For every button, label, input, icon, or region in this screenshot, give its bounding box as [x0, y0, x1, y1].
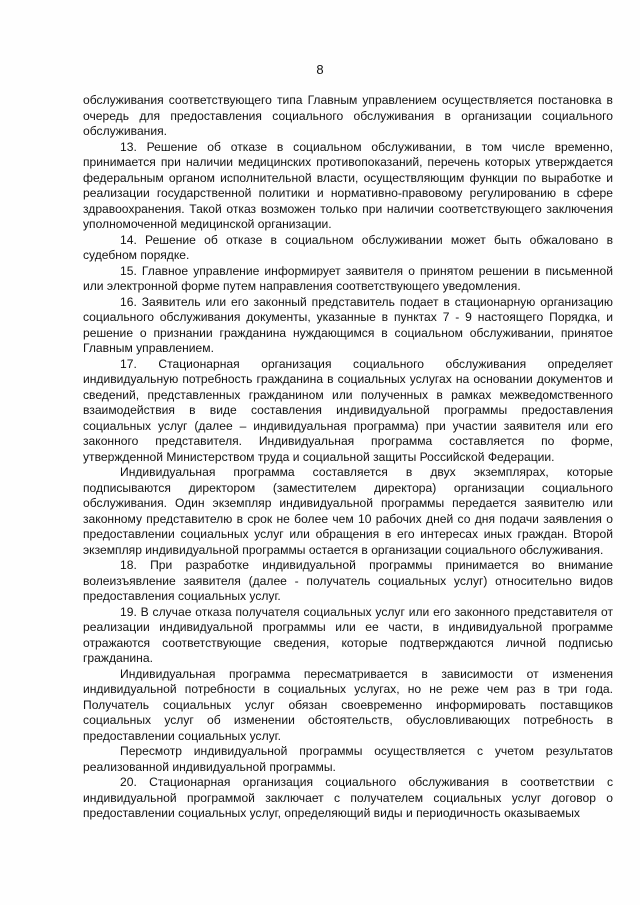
paragraph-item-15: 15. Главное управление информирует заявителя о принятом решении в письменной или электронной форме путем направления соответствующего уведомления. — [83, 263, 613, 293]
paragraph-program-review: Индивидуальная программа пересматривается в зависимости от изменения индивидуальной потребности в социальных услугах, но не реже чем раз в три года. Получатель социальных услуг обязан своевременно информировать поставщиков социальных услуг об изменении обстоятельств, обусловливающих потребность в предоставлении социальных услуг. — [83, 666, 613, 743]
paragraph-program-revision: Пересмотр индивидуальной программы осуществляется с учетом результатов реализованной индивидуальной программы. — [83, 744, 613, 774]
paragraph-continuation: обслуживания соответствующего типа Главным управлением осуществляется постановка в очередь для предоставления социального обслуживания в организации социального обслуживания. — [83, 93, 613, 138]
paragraph-individual-program: Индивидуальная программа составляется в двух экземплярах, которые подписываются директором (заместителем директора) организации социального обслуживания. Один экземпляр индивидуальной программы передается заявителю или законному представителю в срок не более чем 10 рабочих дней со дня подачи заявления о предоставлении социальных услуг или обращения в его интересах иных граждан. Второй экземпляр индивидуальной программы остается в организации социального обслуживания. — [83, 465, 613, 557]
paragraph-item-13: 13. Решение об отказе в социальном обслуживании, в том числе временно, принимается при наличии медицинских противопоказаний, перечень которых утверждается федеральным органом исполнительной власти, осуществляющим функции по выработке и реализации государственной политики и нормативно-правовому регулированию в сфере здравоохранения. Такой отказ возможен только при наличии соответствующего заключения уполномоченной медицинской организации. — [83, 139, 613, 231]
paragraph-item-16: 16. Заявитель или его законный представитель подает в стационарную организацию социального обслуживания документы, указанные в пунктах 7 - 9 настоящего Порядка, и решение о признании гражданина нуждающимся в социальном обслуживании, принятое Главным управлением. — [83, 294, 613, 355]
page-number: 8 — [316, 62, 324, 77]
paragraph-item-20: 20. Стационарная организация социального обслуживания в соответствии с индивидуальной программой заключает с получателем социальных услуг договор о предоставлении социальных услуг, определяющий виды и периодичность оказываемых — [83, 775, 613, 820]
paragraph-item-19: 19. В случае отказа получателя социальных услуг или его законного представителя от реализации индивидуальной программы или ее части, в индивидуальной программе отражаются соответствующие сведения, которые подтверждаются личной подписью гражданина. — [83, 604, 613, 665]
paragraph-item-14: 14. Решение об отказе в социальном обслуживании может быть обжаловано в судебном порядке. — [83, 232, 613, 262]
paragraph-item-18: 18. При разработке индивидуальной программы принимается во внимание волеизъявление заявителя (далее - получатель социальных услуг) относительно видов предоставления социальных услуг. — [83, 558, 613, 603]
document-body — [83, 93, 613, 822]
paragraph-item-17: 17. Стационарная организация социального обслуживания определяет индивидуальную потребность гражданина в социальных услугах на основании документов и сведений, представленных гражданином или полученных в рамках межведомственного взаимодействия в виде составления индивидуальной программы предоставления социальных услуг (далее – индивидуальная программа) при участии заявителя или его законного представителя. Индивидуальная программа составляется по форме, утвержденной Министерством труда и социальной защиты Российской Федерации. — [83, 356, 613, 464]
